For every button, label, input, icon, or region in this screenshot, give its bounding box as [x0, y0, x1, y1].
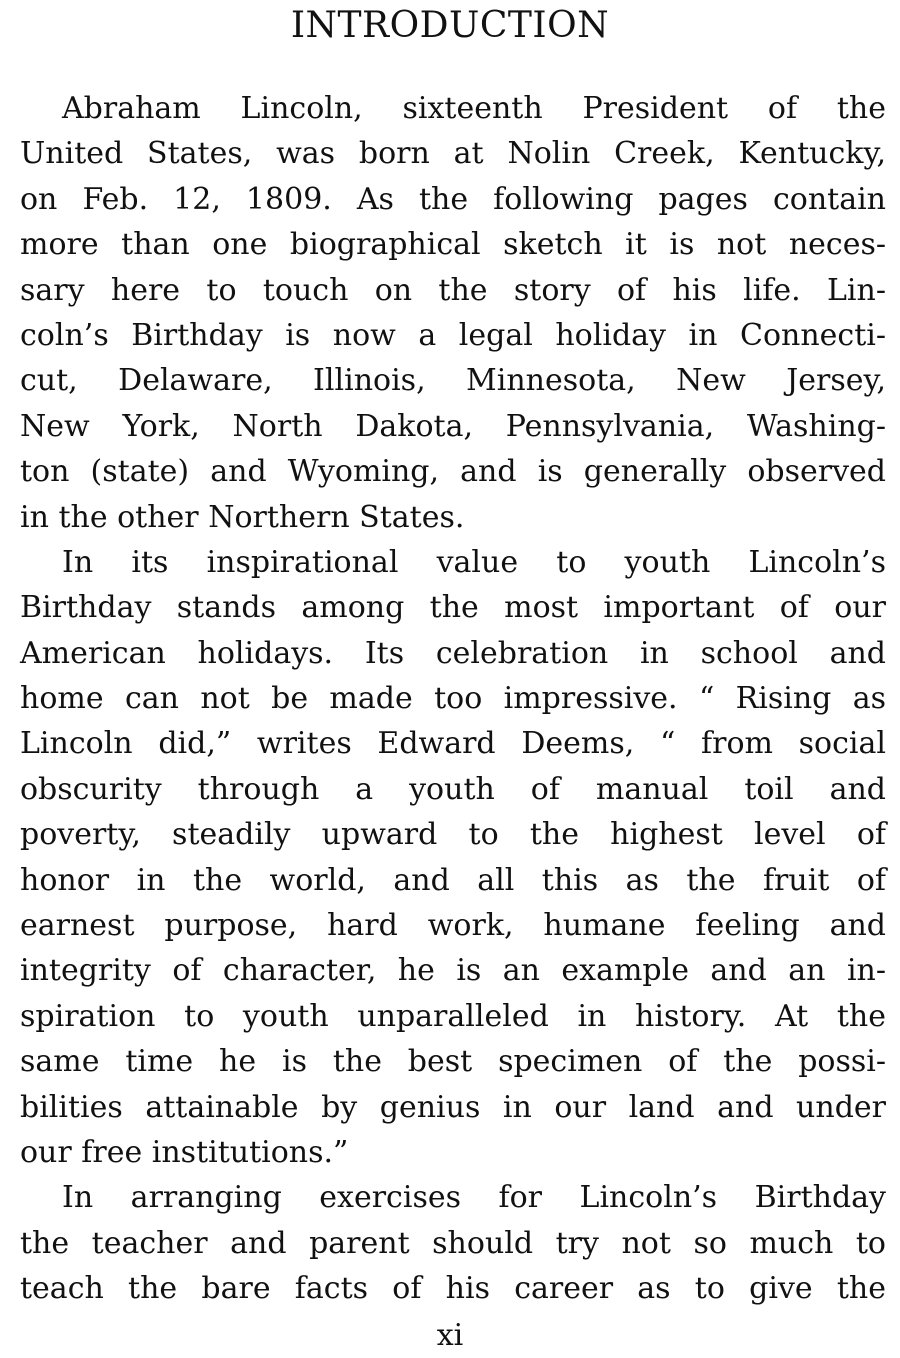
paragraph-1-line-10: in the other Northern States. [20, 499, 465, 535]
paragraph-2-line-9: earnest purpose, hard work, humane feeling and [20, 908, 886, 944]
paragraph-2-line-2: Birthday stands among the most important of our [20, 590, 886, 626]
paragraph-1-line-9: ton (state) and Wyoming, and is generally observed [20, 454, 886, 490]
body-text [20, 86, 886, 1312]
page-number: xi [436, 1318, 464, 1353]
paragraph-3-line-3: teach the bare facts of his career as to give the [20, 1271, 886, 1307]
paragraph-1-line-4: more than one biographical sketch it is not neces- [20, 227, 886, 263]
paragraph-2-line-8: honor in the world, and all this as the fruit of [20, 862, 886, 898]
paragraph-3-line-2: the teacher and parent should try not so much to [20, 1225, 886, 1261]
paragraph-2-line-3: American holidays. Its celebration in school and [20, 635, 886, 671]
paragraph-2-line-13: bilities attainable by genius in our land and under [20, 1089, 886, 1125]
paragraph-2-line-1: In its inspirational value to youth Lincoln’s [62, 544, 886, 580]
paragraph-2-line-5: Lincoln did,” writes Edward Deems, “ from social [20, 726, 886, 762]
paragraph-2-line-7: poverty, steadily upward to the highest level of [20, 817, 886, 853]
page-title: INTRODUCTION [290, 5, 610, 46]
paragraph-1-line-2: United States, was born at Nolin Creek, Kentucky, [20, 136, 886, 172]
paragraph-2-line-11: spiration to youth unparalleled in history. At the [20, 998, 886, 1034]
paragraph-2-line-6: obscurity through a youth of manual toil and [20, 771, 886, 807]
paragraph-2-line-4: home can not be made too impressive. “ Rising as [20, 681, 886, 717]
paragraph-2-line-12: same time he is the best specimen of the possi- [20, 1044, 886, 1080]
paragraph-3-line-1: In arranging exercises for Lincoln’s Birthday [62, 1180, 886, 1216]
paragraph-1-line-6: coln’s Birthday is now a legal holiday in Connecti- [20, 317, 886, 353]
paragraph-1-line-8: New York, North Dakota, Pennsylvania, Washing- [20, 408, 886, 444]
paragraph-1-line-3: on Feb. 12, 1809. As the following pages contain [20, 181, 886, 217]
paragraph-2-line-14: our free institutions.” [20, 1134, 349, 1170]
paragraph-1-line-5: sary here to touch on the story of his life. Lin- [20, 272, 886, 308]
paragraph-2-line-10: integrity of character, he is an example and an in- [20, 953, 886, 989]
paragraph-1-line-7: cut, Delaware, Illinois, Minnesota, New Jersey, [20, 363, 886, 399]
paragraph-1-line-1: Abraham Lincoln, sixteenth President of the [62, 91, 886, 126]
